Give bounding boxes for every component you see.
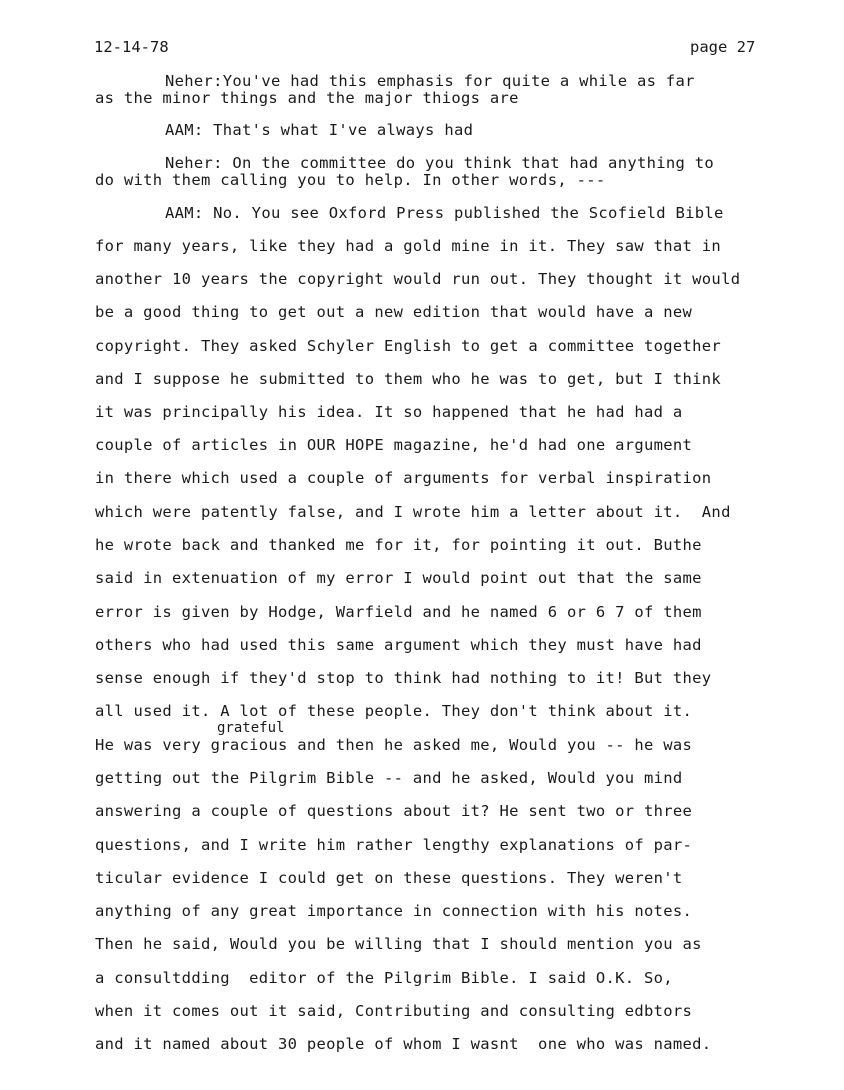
answer-line: said in extenuation of my error I would point out that the same: [95, 569, 702, 587]
answer-line: others who had used this same argument which they must have had: [95, 636, 702, 654]
answer-line: which were patently false, and I wrote him a letter about it. And: [95, 503, 731, 521]
answer-line: and I suppose he submitted to them who he was to get, but I think: [95, 370, 722, 388]
answer-line: another 10 years the copyright would run out. They thought it would: [95, 270, 741, 288]
answer-line: couple of articles in OUR HOPE magazine, he'd had one argument: [95, 436, 693, 454]
answer-line: in there which used a couple of arguments for verbal inspiration: [95, 469, 712, 487]
page-number: page 27: [690, 38, 756, 56]
answer-line: be a good thing to get out a new edition that would have a new: [95, 303, 693, 321]
answer-line: he wrote back and thanked me for it, for pointing it out. Buthe: [95, 536, 702, 554]
dialogue-line: Neher:You've had this emphasis for quite a while as far: [165, 72, 695, 90]
answer-line: ticular evidence I could get on these questions. They weren't: [95, 869, 683, 887]
dialogue-line: Neher: On the committee do you think that had anything to: [165, 154, 715, 172]
answer-line: questions, and I write him rather lengthy explanations of par-: [95, 836, 693, 854]
handwritten-insert: grateful: [217, 720, 285, 736]
answer-line: error is given by Hodge, Warfield and he named 6 or 6 7 of them: [95, 603, 702, 621]
answer-line: when it comes out it said, Contributing and consulting edbtors: [95, 1002, 693, 1020]
answer-line: He was very gracious and then he asked me, Would you -- he was: [95, 736, 693, 754]
answer-line: and it named about 30 people of whom I wasnt one who was named.: [95, 1035, 712, 1053]
dialogue-line: AAM: That's what I've always had: [165, 121, 474, 139]
answer-line: Then he said, Would you be willing that I should mention you as: [95, 935, 702, 953]
answer-line: copyright. They asked Schyler English to get a committee together: [95, 337, 722, 355]
answer-line: a consultdding editor of the Pilgrim Bible. I said O.K. So,: [95, 969, 673, 987]
answer-line: for many years, like they had a gold mine in it. They saw that in: [95, 237, 722, 255]
answer-line: answering a couple of questions about it? He sent two or three: [95, 802, 693, 820]
answer-line: anything of any great importance in connection with his notes.: [95, 902, 693, 920]
answer-line: all used it. A lot of these people. They don't think about it.: [95, 702, 693, 720]
answer-line: it was principally his idea. It so happened that he had had a: [95, 403, 683, 421]
answer-line: sense enough if they'd stop to think had nothing to it! But they: [95, 669, 712, 687]
answer-line: AAM: No. You see Oxford Press published the Scofield Bible: [165, 204, 724, 222]
dialogue-line: as the minor things and the major thiogs are: [95, 89, 519, 107]
answer-line: getting out the Pilgrim Bible -- and he asked, Would you mind: [95, 769, 683, 787]
page-date: 12-14-78: [94, 38, 169, 56]
dialogue-line: do with them calling you to help. In other words, ---: [95, 171, 606, 189]
